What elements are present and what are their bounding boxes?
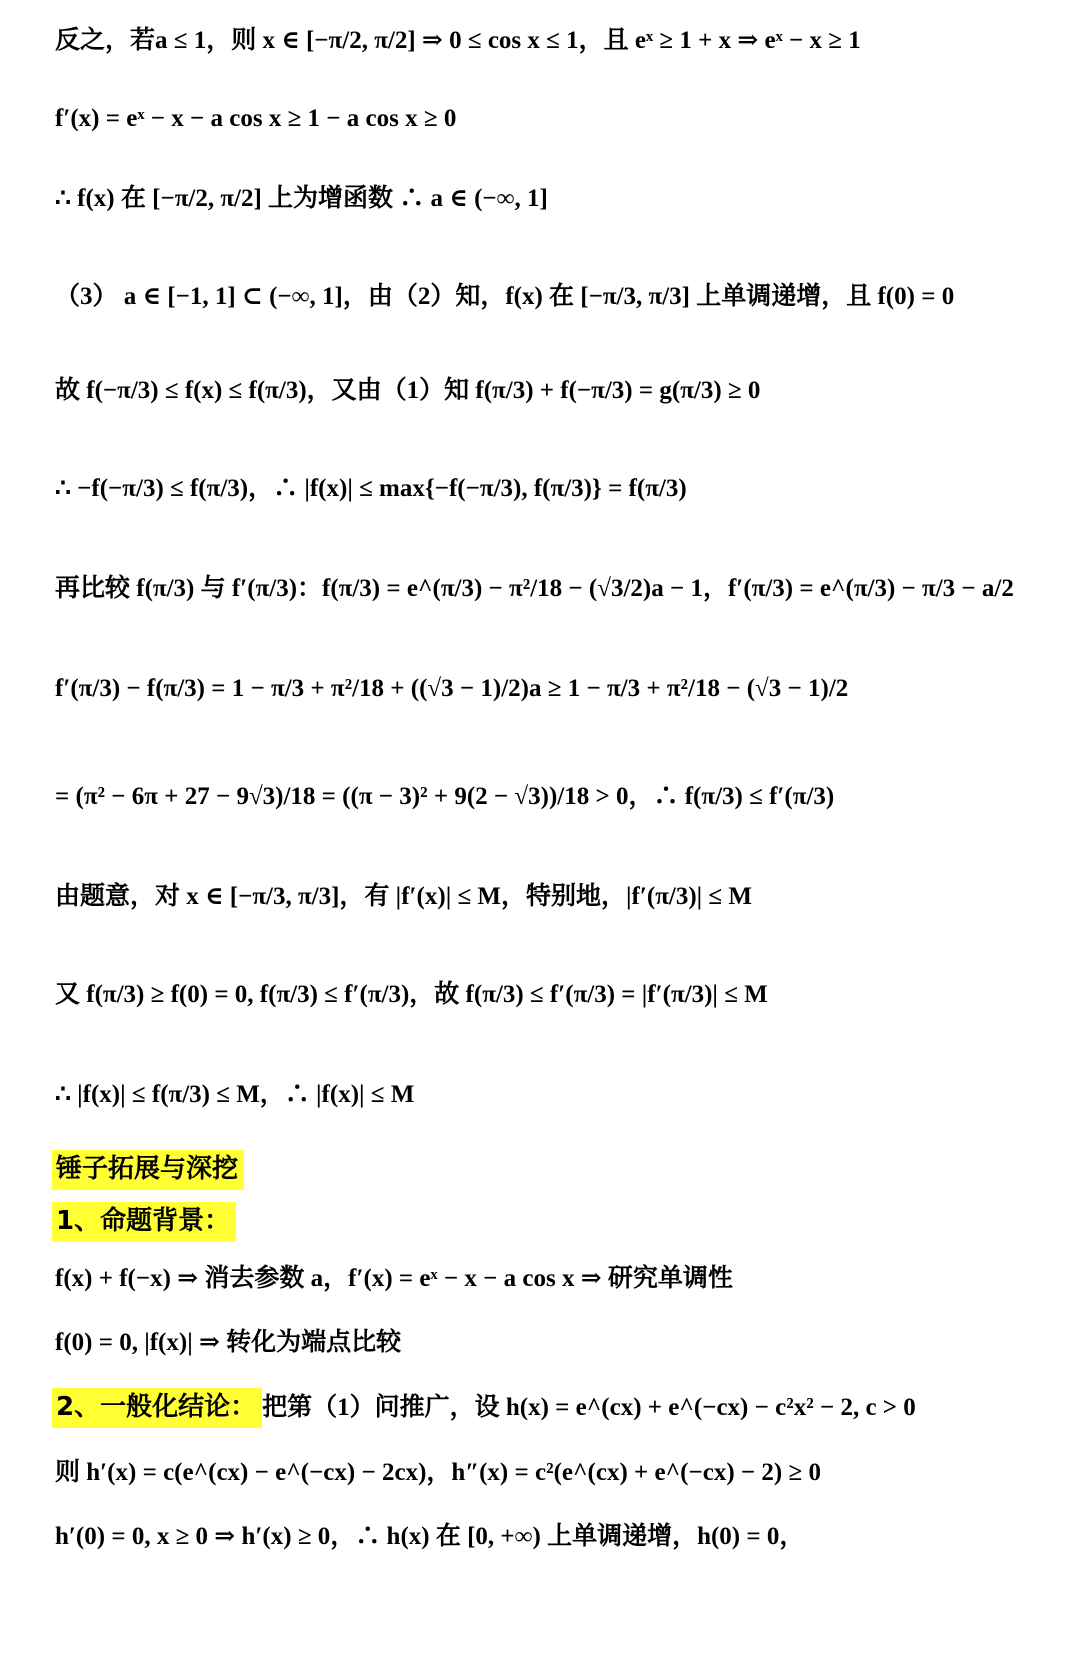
solution-line-8: f′(π/3) − f(π/3) = 1 − π/3 + π²/18 + ((√3 − 1)/2)a ≥ 1 − π/3 + π²/18 − (√3 − 1)/2	[55, 675, 849, 702]
solution-line-3: ∴ f(x) 在 [−π/2, π/2] 上为增函数 ∴ a ∈ (−∞, 1]	[55, 185, 548, 212]
subsection-1-heading	[52, 1208, 236, 1234]
subsection-1-line-2: f(0) = 0, |f(x)| ⇒ 转化为端点比较	[55, 1329, 402, 1356]
solution-line-11: 又 f(π/3) ≥ f(0) = 0, f(π/3) ≤ f′(π/3)，故 f(π/3) ≤ f′(π/3) = |f′(π/3)| ≤ M	[55, 981, 768, 1008]
subsection-2-label: 2、一般化结论：	[52, 1388, 262, 1428]
subsection-2-line-1: 则 h′(x) = c(e^(cx) − e^(−cx) − 2cx)，h″(x) = c²(e^(cx) + e^(−cx) − 2) ≥ 0	[55, 1459, 821, 1486]
solution-line-2: f′(x) = eˣ − x − a cos x ≥ 1 − a cos x ≥ 0	[55, 105, 457, 132]
subsection-2-heading	[52, 1394, 916, 1420]
solution-line-12: ∴ |f(x)| ≤ f(π/3) ≤ M，∴ |f(x)| ≤ M	[55, 1081, 415, 1108]
section-title	[52, 1156, 244, 1182]
solution-line-1: 反之，若a ≤ 1，则 x ∈ [−π/2, π/2] ⇒ 0 ≤ cos x ≤ 1，且 eˣ ≥ 1 + x ⇒ eˣ − x ≥ 1	[55, 27, 861, 54]
solution-line-4: （3） a ∈ [−1, 1] ⊂ (−∞, 1]，由（2）知，f(x) 在 [−π/3, π/3] 上单调递增，且 f(0) = 0	[55, 283, 955, 310]
solution-line-10: 由题意，对 x ∈ [−π/3, π/3]，有 |f′(x)| ≤ M，特别地，|f′(π/3)| ≤ M	[55, 883, 752, 910]
solution-line-9: = (π² − 6π + 27 − 9√3)/18 = ((π − 3)² + 9(2 − √3))/18 > 0，∴ f(π/3) ≤ f′(π/3)	[55, 783, 835, 810]
subsection-2-intro: 把第（1）问推广，设 h(x) = e^(cx) + e^(−cx) − c²x² − 2, c > 0	[262, 1394, 916, 1421]
section-title-highlight: 锤子拓展与深挖	[52, 1150, 244, 1190]
subsection-2-line-2: h′(0) = 0, x ≥ 0 ⇒ h′(x) ≥ 0，∴ h(x) 在 [0, +∞) 上单调递增，h(0) = 0，	[55, 1523, 805, 1550]
subsection-1-line-1: f(x) + f(−x) ⇒ 消去参数 a，f′(x) = eˣ − x − a cos x ⇒ 研究单调性	[55, 1265, 733, 1292]
solution-line-6: ∴ −f(−π/3) ≤ f(π/3)，∴ |f(x)| ≤ max{−f(−π/3), f(π/3)} = f(π/3)	[55, 475, 687, 502]
solution-line-7: 再比较 f(π/3) 与 f′(π/3)：f(π/3) = e^(π/3) − π²/18 − (√3/2)a − 1，f′(π/3) = e^(π/3) − π/3 − a/2	[55, 575, 1014, 602]
solution-line-5: 故 f(−π/3) ≤ f(x) ≤ f(π/3)，又由（1）知 f(π/3) + f(−π/3) = g(π/3) ≥ 0	[55, 377, 761, 404]
subsection-1-label: 1、命题背景：	[52, 1202, 236, 1242]
